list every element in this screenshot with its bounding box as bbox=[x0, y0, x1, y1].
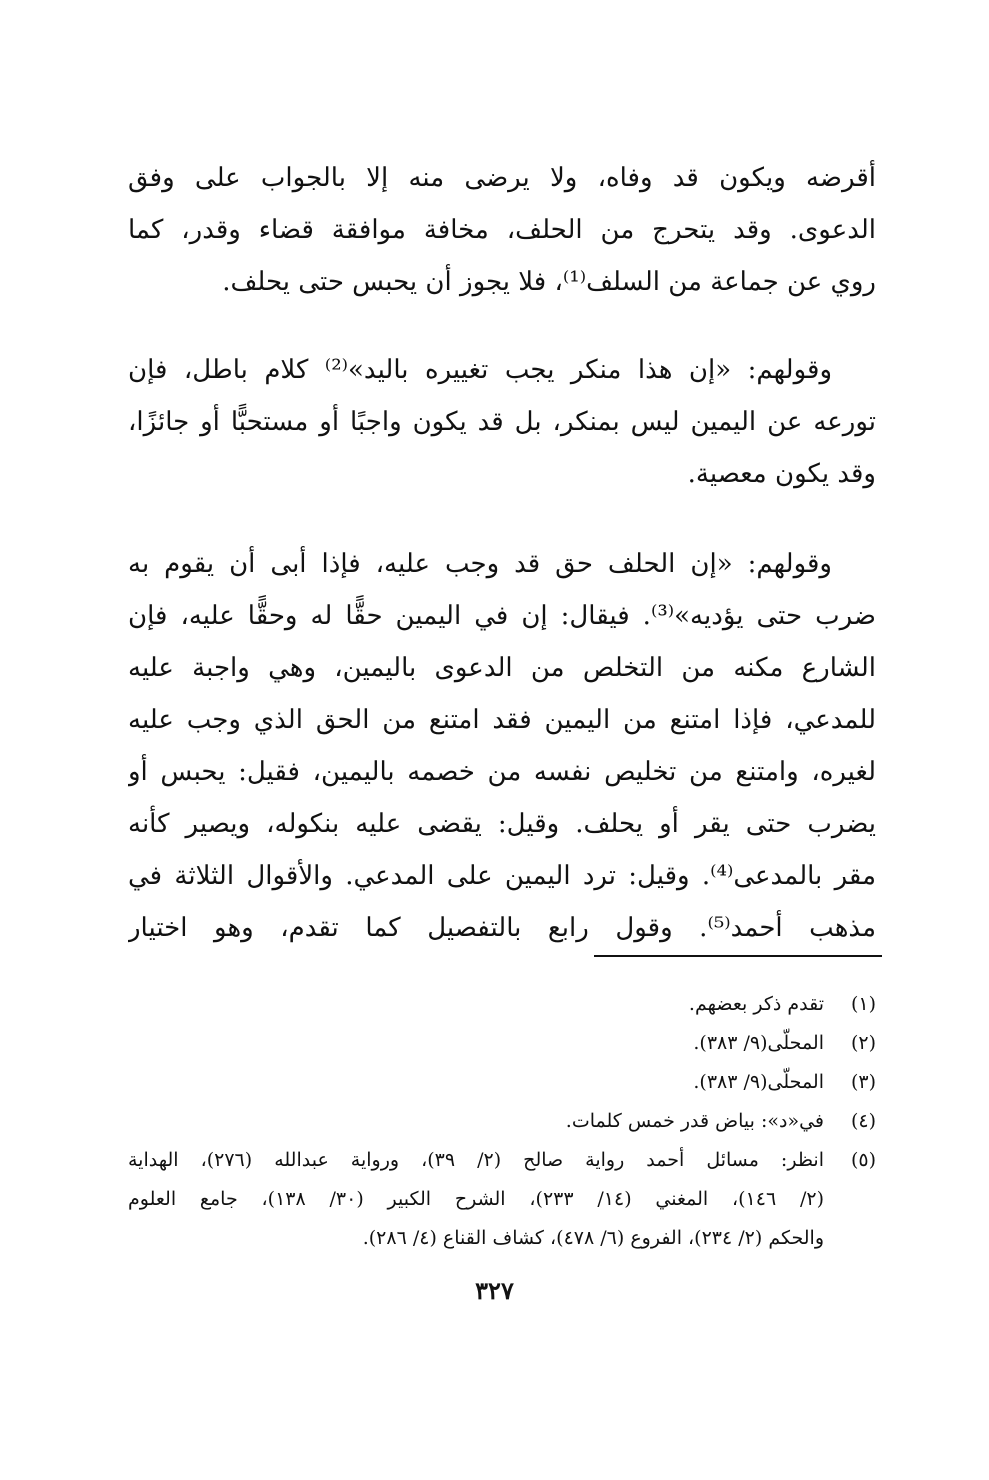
page-number: ٣٢٧ bbox=[475, 1276, 514, 1305]
footnote-number: (٣) bbox=[850, 1071, 876, 1093]
text-line: وقولهم: «إن الحلف حق قد وجب عليه، فإذا أبى أن يقوم به bbox=[128, 549, 832, 579]
text-line: يضرب حتى يقر أو يحلف. وقيل: يقضى عليه بنكوله، ويصير كأنه bbox=[128, 809, 876, 839]
text-line: مقر بالمدعى⁽⁴⁾. وقيل: ترد اليمين على المدعي. والأقوال الثلاثة في bbox=[128, 861, 876, 891]
text-line: وقولهم: «إن هذا منكر يجب تغييره باليد»⁽²⁾ كلام باطل، فإن bbox=[128, 355, 832, 385]
main-text bbox=[128, 152, 876, 954]
footnote-number: (٥) bbox=[850, 1149, 876, 1171]
footnote bbox=[128, 1024, 876, 1063]
text-line: تورعه عن اليمين ليس بمنكر، بل قد يكون واجبًا أو مستحبًّا أو جائزًا، bbox=[128, 407, 876, 437]
footnote bbox=[128, 1063, 876, 1102]
footnote bbox=[128, 1102, 876, 1141]
footnote-line: (٢/ ١٤٦)، المغني (١٤/ ٢٣٣)، الشرح الكبير (٣٠/ ١٣٨)، جامع العلوم bbox=[128, 1188, 824, 1210]
footnote-line: المحلّى(٩/ ٣٨٣). bbox=[693, 1032, 824, 1054]
footnote-divider bbox=[594, 955, 882, 957]
footnote-text bbox=[128, 1024, 824, 1063]
text-line: الدعوى. وقد يتحرج من الحلف، مخافة موافقة قضاء وقدر، كما bbox=[128, 215, 876, 245]
footnote-line: انظر: مسائل أحمد رواية صالح (٢/ ٣٩)، ورواية عبدالله (٢٧٦)، الهداية bbox=[128, 1149, 824, 1171]
footnote-number: (٢) bbox=[850, 1032, 876, 1054]
footnote-text bbox=[128, 1102, 824, 1141]
footnote-text bbox=[128, 985, 824, 1024]
footnote-text bbox=[128, 1141, 824, 1258]
text-line: الشارع مكنه من التخلص من الدعوى باليمين، وهي واجبة عليه bbox=[128, 653, 876, 683]
footnotes bbox=[128, 985, 876, 1258]
text-line: مذهب أحمد⁽⁵⁾. وقول رابع بالتفصيل كما تقدم، وهو اختيار bbox=[128, 913, 876, 943]
text-line: وقد يكون معصية. bbox=[687, 459, 876, 489]
footnote-line: في«د»: بياض قدر خمس كلمات. bbox=[565, 1110, 824, 1132]
text-line: روي عن جماعة من السلف⁽¹⁾، فلا يجوز أن يحبس حتى يحلف. bbox=[222, 267, 876, 297]
footnote-number: (١) bbox=[850, 993, 876, 1015]
footnote-line: المحلّى(٩/ ٣٨٣). bbox=[693, 1071, 824, 1093]
text-line: لغيره، وامتنع من تخليص نفسه من خصمه باليمين، فقيل: يحبس أو bbox=[128, 757, 876, 787]
paragraph-gap bbox=[128, 308, 876, 344]
text-line: أقرضه ويكون قد وفاه، ولا يرضى منه إلا بالجواب على وفق bbox=[128, 163, 876, 193]
footnote bbox=[128, 1141, 876, 1258]
footnote-text bbox=[128, 1063, 824, 1102]
footnote-line: والحكم (٢/ ٢٣٤)، الفروع (٦/ ٤٧٨)، كشاف القناع (٤/ ٢٨٦). bbox=[362, 1227, 824, 1249]
text-line: للمدعي، فإذا امتنع من اليمين فقد امتنع من الحق الذي وجب عليه bbox=[128, 705, 876, 735]
footnote-number: (٤) bbox=[850, 1110, 876, 1132]
footnote bbox=[128, 985, 876, 1024]
footnote-line: تقدم ذكر بعضهم. bbox=[688, 993, 824, 1015]
text-line: ضرب حتى يؤديه»⁽³⁾. فيقال: إن في اليمين حقًّا له وحقًّا عليه، فإن bbox=[128, 601, 876, 631]
paragraph-gap bbox=[128, 500, 876, 538]
